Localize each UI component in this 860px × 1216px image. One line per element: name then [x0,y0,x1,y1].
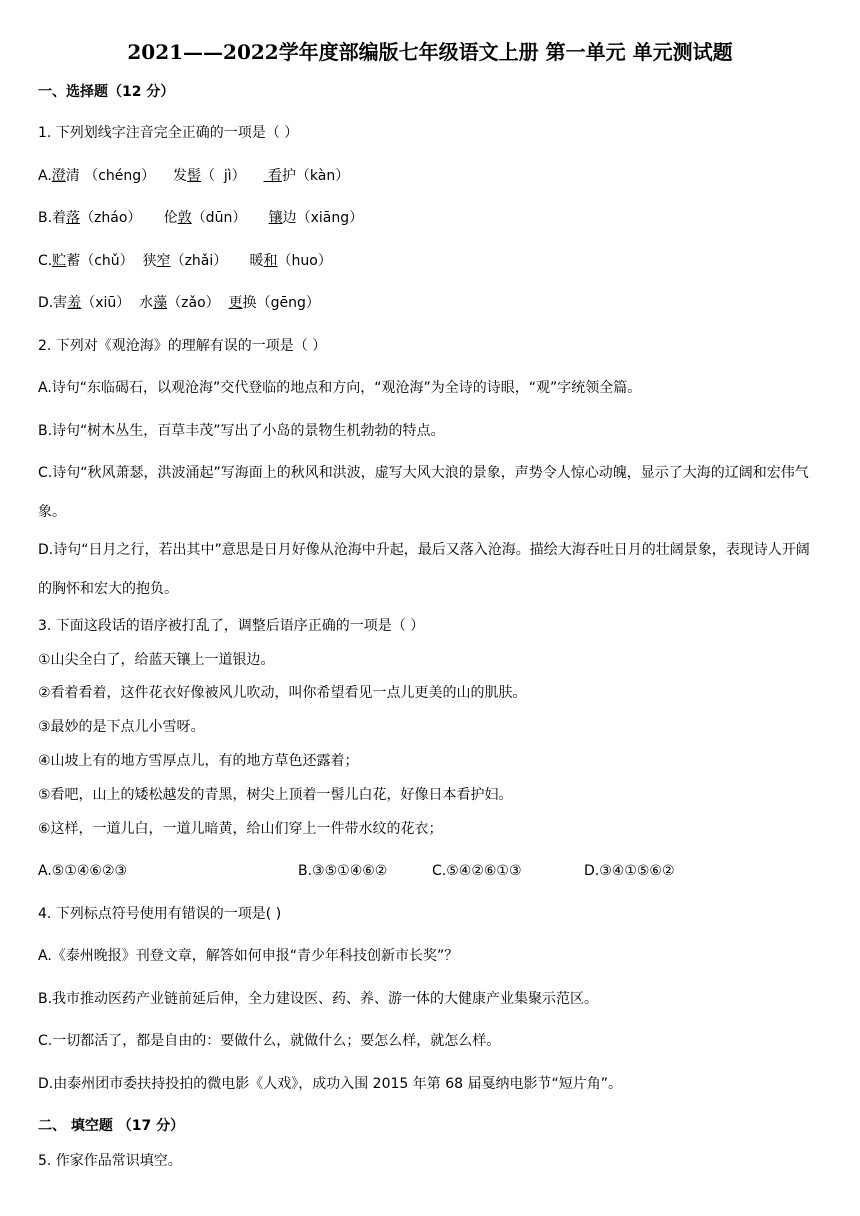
question-3-option-b: B.③⑤①④⑥② [298,863,388,879]
option-text: （dūn） [191,210,269,226]
section-heading-fill: 二、 填空题 （17 分） [38,1118,185,1134]
question-2-option-d: D.诗句“日月之行，若出其中”意思是日月好像从沧海中升起，最后又落入沧海。描绘大海吞吐日月的壮阔景象，表现诗人开阔的胸怀和宏大的抱负。 [38,542,810,597]
underlined-char: 髻 [186,168,201,184]
option-text: C. [38,253,53,269]
question-1-stem: 1. 下列划线字注音完全正确的一项是（ ） [38,125,299,141]
option-text: 护（kàn） [281,168,350,184]
option-text: （ jì） [200,168,264,184]
question-3-option-d: D.③④①⑤⑥② [584,863,675,879]
underlined-char: 藻 [153,295,168,311]
question-2-option-a: A.诗句“东临碣石，以观沧海”交代登临的地点和方向，“观沧海”为全诗的诗眼，“观”字统领全篇。 [38,380,642,396]
question-1-option-c [38,251,332,271]
list-item: ④山坡上有的地方雪厚点儿，有的地方草色还露着； [38,753,359,769]
list-item: ⑤看吧，山上的矮松越发的青黑，树尖上顶着一髻儿白花，好像日本看护妇。 [38,787,513,803]
question-2-option-b: B.诗句“树木丛生，百草丰茂”写出了小岛的景物生机勃勃的特点。 [38,423,445,439]
question-4-stem: 4. 下列标点符号使用有错误的一项是( ) [38,906,282,922]
section-heading-choice: 一、选择题（12 分） [38,84,175,100]
option-text: 边（xiāng） [282,210,364,226]
underlined-char: 澄 [51,168,66,184]
option-text: （zǎo） [167,295,229,311]
question-4-option-d: D.由泰州团市委扶持投拍的微电影《人戏》，成功入围 2015 年第 68 届戛纳电影节“短片角”。 [38,1076,622,1092]
underlined-char: 和 [263,253,278,269]
option-label: A. [38,168,52,184]
question-4-option-c: C.一切都活了，都是自由的：要做什么，就做什么；要怎么样，就怎么样。 [38,1033,501,1049]
underlined-char: 更 [228,295,243,311]
option-text: （zhǎi） 暖 [170,253,264,269]
question-1-option-d [38,293,320,313]
option-text: B.着 [38,210,67,226]
underlined-char: 镶 [268,210,283,226]
option-text: 蓄（chǔ） 狭 [66,253,157,269]
underlined-char: 窄 [156,253,171,269]
list-item: ①山尖全白了，给蓝天镶上一道银边。 [38,652,275,668]
question-3-stem: 3. 下面这段话的语序被打乱了，调整后语序正确的一项是（ ） [38,618,425,634]
question-4-option-b: B.我市推动医药产业链前延后伸，全力建设医、药、养、游一体的大健康产业集聚示范区。 [38,991,599,1007]
question-3-option-a: A.⑤①④⑥②③ [38,863,128,879]
underlined-char: 羞 [67,295,82,311]
question-3-option-c: C.⑤④②⑥①③ [432,863,522,879]
question-5-stem: 5. 作家作品常识填空。 [38,1153,182,1169]
option-text: D.害 [38,295,68,311]
list-item: ②看着看着，这件花衣好像被风儿吹动，叫你希望看见一点儿更美的山的肌肤。 [38,685,527,701]
underlined-char: 敦 [177,210,192,226]
option-text: （xiū） 水 [81,295,154,311]
question-2-option-c: C.诗句“秋风萧瑟，洪波涌起”写海面上的秋风和洪波，虚写大风大浪的景象，声势令人惊心动魄，显示了大海的辽阔和宏伟气象。 [38,465,809,520]
list-item: ③最妙的是下点儿小雪呀。 [38,719,205,735]
question-1-option-a [38,166,349,186]
underlined-char: 贮 [52,253,67,269]
underlined-char: 看 [263,168,282,184]
option-text: （zháo） 伦 [80,210,178,226]
underlined-char: 落 [66,210,81,226]
page-title: 2021——2022学年度部编版七年级语文上册 第一单元 单元测试题 [127,40,733,64]
question-1-option-b [38,208,363,228]
option-text: 换（gēng） [242,295,320,311]
option-text: （huo） [277,253,332,269]
question-4-option-a: A.《泰州晚报》刊登文章，解答如何申报“青少年科技创新市长奖”？ [38,948,459,964]
option-text: 清 （chéng） 发 [65,168,187,184]
list-item: ⑥这样，一道儿白，一道儿暗黄，给山们穿上一件带水纹的花衣； [38,821,443,837]
question-2-stem: 2. 下列对《观沧海》的理解有误的一项是（ ） [38,338,327,354]
